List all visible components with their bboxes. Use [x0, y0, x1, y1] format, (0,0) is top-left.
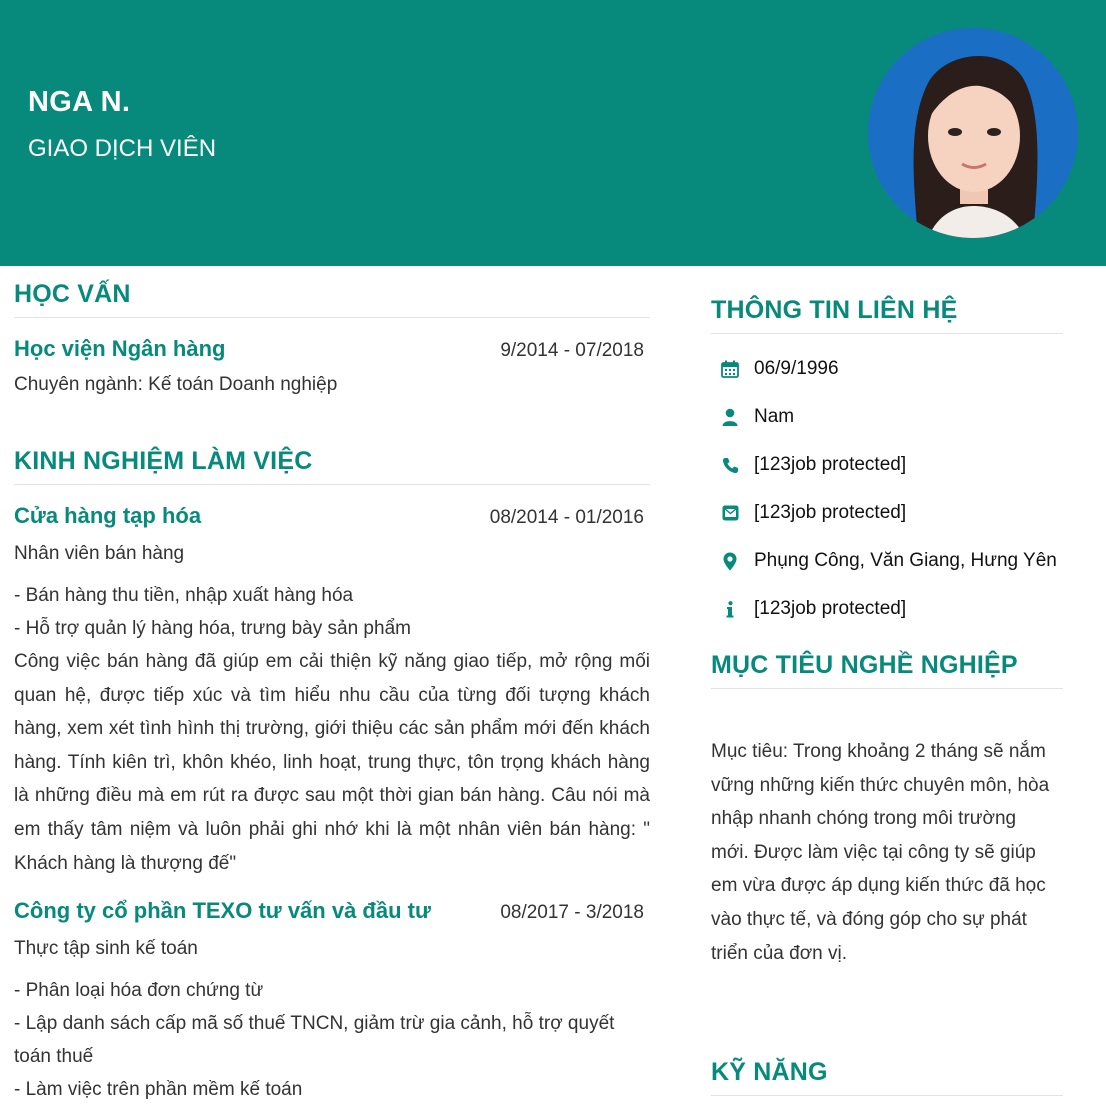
user-icon — [713, 408, 747, 426]
job-entry-header — [14, 503, 650, 529]
objective-section-title: MỤC TIÊU NGHỀ NGHIỆP — [711, 651, 1063, 689]
school-name: Học viện Ngân hàng — [14, 336, 226, 361]
company-name: Cửa hàng tạp hóa — [14, 503, 202, 528]
contact-phone — [711, 441, 1063, 489]
objective-line: em vừa được áp dụng kiến thức đã học — [711, 875, 1046, 897]
objective-line: vững những kiến thức chuyên môn, hòa — [711, 774, 1050, 796]
info-icon — [713, 601, 747, 618]
contact-value: [123job protected] — [754, 502, 907, 523]
job-description: Công việc bán hàng đã giúp em cải thiện kỹ năng giao tiếp, mở rộng mối quan hệ, được tiếp xúc và tìm hiểu nhu cầu của từng đối tượng khách hàng, xem xét tình hình thị trường, giới thiệu các sản phẩm mới đến khách hàng. Tính kiên trì, khôn khéo, linh hoạt, trung thực, tôn trọng khách hàng là những điều mà em rút ra được sau một thời gian bán hàng. Câu nói mà em thấy tâm niệm và luôn phải ghi nhớ khi là một nhân viên bán hàng: " Khách hàng là thượng đế" — [14, 651, 650, 874]
calendar-icon — [713, 360, 747, 378]
job-role: Thực tập sinh kế toán — [14, 938, 198, 960]
objective-line: vào thực tế, và đóng góp cho sự phát — [711, 908, 1027, 930]
objective-line: mới. Được làm việc tại công ty sẽ giúp — [711, 841, 1036, 863]
experience-section-title: KINH NGHIỆM LÀM VIỆC — [14, 447, 650, 485]
contact-email — [711, 489, 1063, 537]
job-period: 08/2017 - 3/2018 — [500, 902, 644, 924]
contact-info — [711, 585, 1063, 633]
education-section-title: HỌC VẤN — [14, 280, 650, 318]
email-icon — [713, 505, 747, 521]
skills-section-title: KỸ NĂNG — [711, 1058, 1063, 1096]
job-bullet: - Hỗ trợ quản lý hàng hóa, trưng bày sản phẩm — [14, 618, 411, 639]
contact-gender — [711, 393, 1063, 441]
sidebar-column — [711, 266, 1063, 1096]
contact-address — [711, 537, 1063, 585]
job-bullet: - Phân loại hóa đơn chứng từ — [14, 980, 264, 1002]
header-banner — [0, 0, 1106, 266]
contact-section-title: THÔNG TIN LIÊN HỆ — [711, 296, 1063, 334]
job-bullet: - Làm việc trên phần mềm kế toán — [14, 1079, 303, 1101]
objective-line: nhập nhanh chóng trong môi trường — [711, 808, 1017, 830]
job-period: 08/2014 - 01/2016 — [489, 507, 644, 528]
company-name: Công ty cổ phần TEXO tư vấn và đầu tư — [14, 898, 431, 924]
location-icon — [713, 552, 747, 571]
contact-value: [123job protected] — [754, 454, 907, 475]
contact-birthdate — [711, 345, 1063, 393]
job-bullet: - Bán hàng thu tiền, nhập xuất hàng hóa — [14, 585, 354, 606]
contact-value: Nam — [754, 406, 795, 427]
candidate-job-title: GIAO DỊCH VIÊN — [28, 135, 217, 162]
contact-value: Phụng Công, Văn Giang, Hưng Yên — [754, 550, 1057, 571]
main-column — [14, 266, 650, 1106]
avatar — [868, 28, 1078, 238]
phone-icon — [713, 457, 747, 474]
job-bullet: - Lập danh sách cấp mã số thuế TNCN, giảm trừ gia cảnh, hỗ trợ quyết toán thuế — [14, 1013, 615, 1068]
objective-text — [711, 735, 1063, 970]
job-entry-header — [14, 898, 650, 924]
education-major: Chuyên ngành: Kế toán Doanh nghiệp — [14, 374, 338, 395]
contact-value: 06/9/1996 — [754, 358, 839, 379]
contact-value: [123job protected] — [754, 598, 907, 619]
contact-list — [711, 345, 1063, 633]
education-entry-header — [14, 336, 650, 362]
job-role: Nhân viên bán hàng — [14, 543, 185, 564]
objective-line: triển của đơn vị. — [711, 942, 848, 964]
candidate-name: NGA N. — [28, 86, 131, 118]
education-period: 9/2014 - 07/2018 — [500, 340, 644, 361]
objective-line: Mục tiêu: Trong khoảng 2 tháng sẽ nắm — [711, 741, 1046, 762]
